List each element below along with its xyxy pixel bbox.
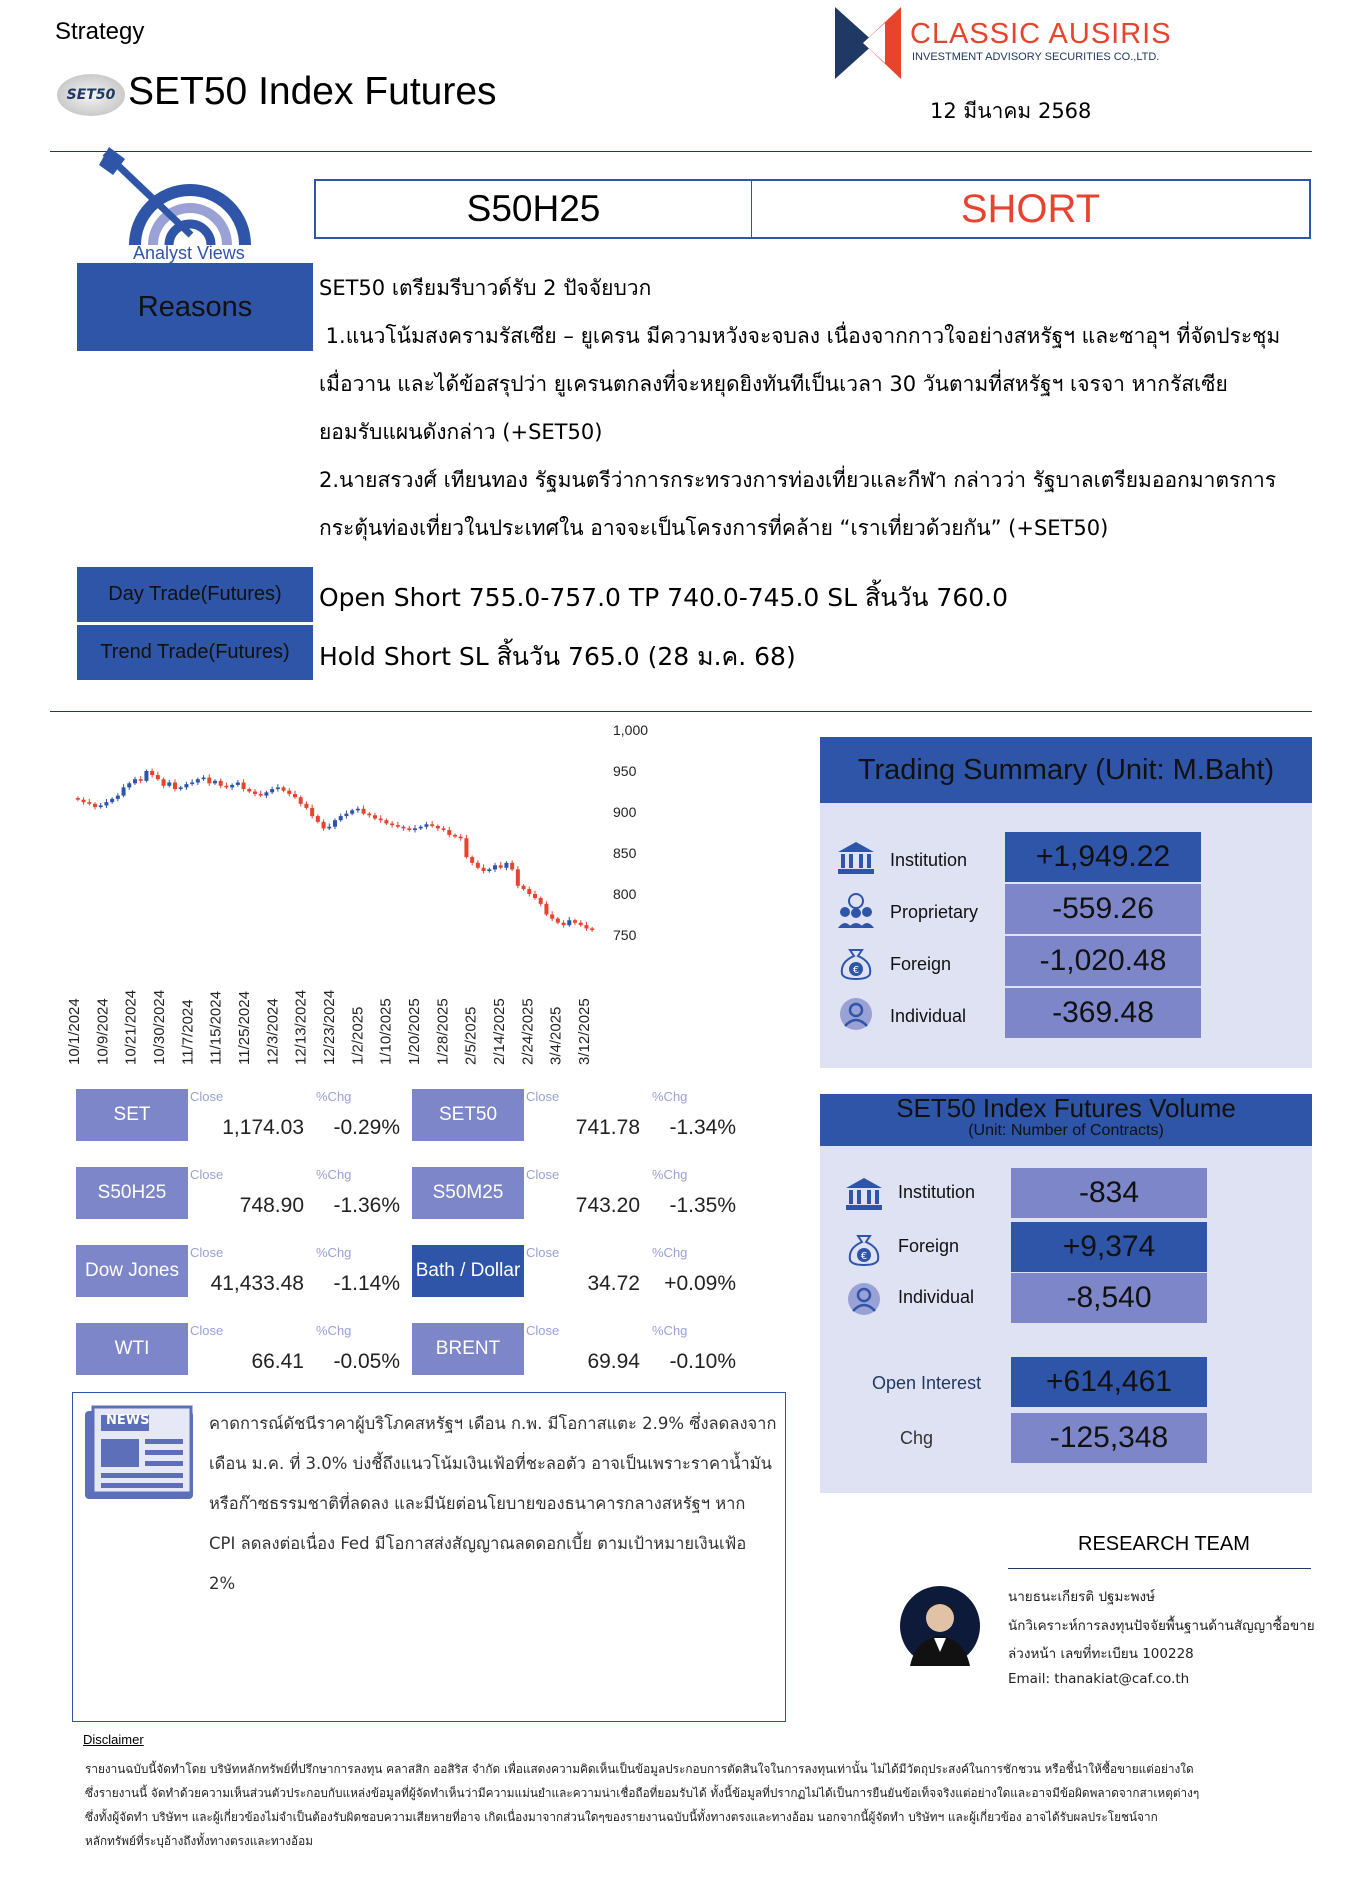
candle [499,862,503,869]
open-interest-label: Open Interest [872,1373,982,1393]
candle [527,887,531,897]
close-value: 741.78 [575,1116,640,1139]
market-name: Bath / Dollar [412,1245,524,1297]
candle [236,780,240,787]
volume-value: +9,374 [1011,1222,1207,1272]
y-tick-label: 950 [613,763,637,779]
market-name: BRENT [412,1323,524,1375]
y-tick-label: 900 [613,804,637,820]
news-line: คาดการณ์ดัชนีราคาผู้บริโภคสหรัฐฯ เดือน ก.พ. มีโอกาสแตะ 2.9% ซึ่งลดลงจาก [209,1414,777,1433]
chg-value: -1.34% [669,1116,736,1139]
candle [190,779,194,786]
candle [556,917,560,924]
x-tick-label: 1/20/2025 [406,998,423,1065]
person-icon [844,1281,884,1317]
candle [333,819,337,830]
candle [459,834,463,841]
candle [224,782,228,789]
close-value: 748.90 [239,1194,304,1217]
person-icon [836,996,876,1032]
candle [219,778,223,788]
oi-chg-value: -125,348 [1011,1413,1207,1463]
candle [196,778,200,785]
candle [110,797,114,804]
x-tick-label: 3/12/2025 [576,998,593,1065]
candle [76,796,80,801]
candle [402,825,406,831]
company-name: CLASSIC AUSIRIS [910,18,1172,50]
market-name: S50H25 [76,1167,188,1219]
reason-line: SET50 เตรียมรีบาวด์รับ 2 ปัจจัยบวก [319,276,652,300]
candle [379,815,383,822]
close-value: 69.94 [587,1350,640,1373]
bank-icon [836,840,876,876]
trading-summary-value: -1,020.48 [1005,936,1201,986]
close-label: Close [190,1089,224,1104]
candle [453,833,457,838]
candle [396,822,400,829]
x-tick-label: 3/4/2025 [547,1006,565,1065]
close-label: Close [526,1245,560,1260]
candle [99,803,103,809]
x-tick-label: 10/30/2024 [151,989,168,1065]
bank-icon [844,1176,884,1212]
market-name: S50M25 [412,1167,524,1219]
close-label: Close [526,1167,560,1182]
candle [310,805,314,819]
market-name: WTI [76,1323,188,1375]
company-logo [835,7,901,79]
candle [476,860,480,869]
candle [139,776,143,783]
chg-value: -1.14% [333,1272,400,1295]
volume-value: -8,540 [1011,1273,1207,1323]
candle [350,809,354,816]
reason-line: 1.แนวโน้มสงครามรัสเซีย – ยูเครน มีความหวังจะจบลง เนื่องจากกาวใจอย่างสหรัฐฯ และซาอุฯ ที่จัดประชุม [319,324,1281,348]
candle [584,922,588,931]
candle [82,797,86,804]
trading-summary-value: -369.48 [1005,988,1201,1038]
trading-summary-label: Individual [890,1006,967,1026]
x-tick-label: 1/2/2025 [349,1006,367,1065]
candle [470,855,474,865]
candle [230,783,234,790]
reason-line: เมื่อวาน และได้ข้อสรุปว่า ยูเครนตกลงที่จะหยุดยิงทันทีเป็นเวลา 30 วันตามที่สหรัฐฯ เจรจา หากรัสเซีย [319,372,1228,396]
market-name: SET [76,1089,188,1141]
candle [242,779,246,791]
news-line: 2% [209,1574,236,1593]
candle [579,920,583,927]
candle [122,784,126,797]
candle [316,814,320,823]
x-tick-label: 12/23/2024 [321,989,338,1065]
candle [299,796,303,807]
research-divider [1008,1568,1311,1569]
analyst-views-label: Analyst Views [133,243,245,263]
analyst-avatar [900,1586,980,1666]
candle [539,896,543,906]
chg-value: -0.10% [669,1350,736,1373]
reason-line: ยอมรับแผนดังกล่าว (+SET50) [319,420,603,444]
x-tick-label: 10/21/2024 [122,989,140,1065]
chg-label: %Chg [316,1089,352,1104]
reason-line: กระตุ้นท่องเที่ยวในประเทศใน อาจจะเป็นโครงการที่คล้าย “เราเที่ยวด้วยกัน” (+SET50) [319,516,1109,540]
candle [373,813,377,820]
company-sub: INVESTMENT ADVISORY SECURITIES CO.,LTD. [912,51,1160,63]
candle [173,779,177,791]
x-tick-label: 1/28/2025 [434,998,452,1065]
candle [516,866,520,888]
candle [430,821,434,828]
candle [413,825,417,832]
x-tick-label: 2/5/2025 [462,1006,480,1065]
candle [562,920,566,927]
candle [304,801,308,809]
x-tick-label: 2/24/2025 [519,998,537,1065]
candle [533,891,537,900]
chg-value: +0.09% [664,1272,736,1295]
open-interest-value: +614,461 [1011,1357,1207,1407]
candle [573,919,577,926]
money-bag-icon [844,1230,884,1266]
candle [482,864,486,873]
set50-logo-text: SET50 [66,87,116,103]
volume-label: Individual [898,1287,975,1307]
close-label: Close [526,1089,560,1104]
candle [93,802,97,809]
page-title: SET50 Index Futures [128,70,497,113]
analyst-email: Email: thanakiat@caf.co.th [1008,1671,1190,1687]
candle [367,812,371,818]
research-team-title: RESEARCH TEAM [1078,1533,1250,1555]
candle [339,814,343,822]
volume-label: Institution [898,1182,976,1202]
candle [522,884,526,891]
x-tick-label: 10/1/2024 [66,998,83,1065]
candle [493,863,497,872]
candle [127,782,131,790]
chg-value: -1.36% [333,1194,400,1217]
candle [104,799,108,808]
candle [87,799,91,806]
candle [282,786,286,793]
set50-logo [57,74,125,116]
disclaimer-text [85,1757,1325,1853]
candle [464,835,468,859]
day-trade-text: Open Short 755.0-757.0 TP 740.0-745.0 SL สิ้นวัน 760.0 [319,583,1009,612]
volume-label: Foreign [898,1236,960,1256]
close-label: Close [190,1245,224,1260]
trading-summary-value: -559.26 [1005,884,1201,934]
candle [419,825,423,830]
close-label: Close [190,1323,224,1338]
candle [487,868,491,873]
close-label: Close [526,1323,560,1338]
day-trade-label: Day Trade(Futures) [77,567,313,622]
news-text [209,1404,779,1604]
chg-label: %Chg [316,1167,352,1182]
candle [544,901,548,916]
candle [202,775,206,781]
candle [504,861,508,870]
position-signal: SHORT [960,186,1101,231]
x-tick-label: 11/15/2024 [207,991,225,1065]
chg-label: %Chg [652,1323,688,1338]
chg-label: %Chg [652,1167,688,1182]
oi-chg-label: Chg [900,1428,934,1448]
candle [259,791,263,798]
analyst-role-2: ล่วงหน้า เลขที่ทะเบียน 100228 [1008,1646,1194,1662]
reason-line: 2.นายสรวงศ์ เทียนทอง รัฐมนตรีว่าการกระทรวงการท่องเที่ยวและกีฬา กล่าวว่า รัฐบาลเตรียมออกมาตรการ [319,468,1277,492]
analyst-name: นายธนะเกียรติ ปฐมะพงษ์ [1008,1589,1156,1605]
y-tick-label: 850 [613,845,637,861]
volume-value: -834 [1011,1168,1207,1218]
trend-trade-text: Hold Short SL สิ้นวัน 765.0 (28 ม.ค. 68) [319,642,796,671]
news-badge: NEWS [106,1413,150,1428]
x-tick-label: 10/9/2024 [94,998,112,1065]
candle [287,788,291,796]
candle [567,917,571,927]
candle [207,774,211,785]
x-tick-label: 11/25/2024 [236,991,253,1065]
disclaimer-line: รายงานฉบับนี้จัดทำโดย บริษัทหลักทรัพย์ที่ปรึกษาการลงทุน คลาสสิก ออสิริส จำกัด เพื่อแสดงความคิดเห็นเป็นข้อมูลประกอบการตัดสินใจในการลงทุนเท่านั้น ไม่ได้มีวัตถุประสงค์ในการชักชวน หรือชี้นำให้ซื้อขายแต่อย่างใด [85,1762,1194,1776]
x-tick-label: 2/14/2025 [491,998,508,1065]
volume-title: SET50 Index Futures Volume [896,1093,1236,1123]
y-tick-label: 800 [613,886,637,902]
close-value: 34.72 [587,1272,640,1295]
news-line: เดือน ม.ค. ที่ 3.0% บ่งชี้ถึงแนวโน้มเงินเฟ้อที่ชะลอตัว อาจเป็นเพราะราคาน้ำมัน [209,1454,772,1473]
candle [356,806,360,813]
chg-value: -0.05% [333,1350,400,1373]
candle [384,819,388,826]
x-tick-label: 12/13/2024 [292,989,310,1065]
x-tick-label: 1/10/2025 [377,998,395,1065]
chg-label: %Chg [652,1245,688,1260]
trading-summary-value: +1,949.22 [1005,832,1201,882]
candle [590,927,594,932]
money-bag-icon [836,944,876,980]
candle [362,805,366,815]
candle [133,777,137,785]
candle [184,782,188,790]
volume-subtitle: (Unit: Number of Contracts) [968,1122,1164,1139]
disclaimer-line: หลักทรัพย์ที่ระบุอ้างถึงทั้งทางตรงและทางอ้อม [85,1834,313,1848]
reasons-text [319,264,1309,552]
candle [253,789,257,796]
candle [270,787,274,794]
candle [179,786,183,791]
candle [162,778,166,789]
close-label: Close [190,1167,224,1182]
trading-summary-label: Proprietary [890,902,979,922]
candle [344,810,348,818]
candle [442,826,446,832]
close-value: 66.41 [251,1350,304,1373]
market-name: Dow Jones [76,1245,188,1297]
svg-text:€: € [852,965,860,976]
chg-value: -0.29% [333,1116,400,1139]
news-line: หรือก๊าซธรรมชาติที่ลดลง และมีนัยต่อนโยบายของธนาคารกลางสหรัฐฯ หาก [209,1494,746,1513]
chg-value: -1.35% [669,1194,736,1217]
y-tick-label: 1,000 [613,722,649,738]
close-value: 1,174.03 [222,1116,304,1139]
news-line: CPI ลดลงต่อเนื่อง Fed มีโอกาสส่งสัญญาณลดดอกเบี้ย ตามเป้าหมายเงินเฟ้อ [209,1534,747,1553]
candle [156,772,160,781]
reasons-label: Reasons [77,263,313,351]
chg-label: %Chg [316,1323,352,1338]
disclaimer-line: ซึ่งทั้งผู้จัดทำ บริษัทฯ และผู้เกี่ยวข้องไม่จำเป็นต้องรับผิดชอบความเสียหายที่อาจ เกิดเนื่องมาจากส่วนใดๆของรายงานฉบับนี้ทั้งทางตรงและทางอ้อม นอกจากนี้ผู้จัดทำ บริษัทฯ และผู้เกี่ยวข้อง อาจได้รับผลประโยชน์จาก [85,1810,1158,1824]
candle [293,791,297,799]
section-divider [50,711,1312,712]
x-tick-label: 11/7/2024 [179,999,197,1065]
chg-label: %Chg [316,1245,352,1260]
svg-text:€: € [860,1251,868,1262]
contract-code: S50H25 [316,181,752,237]
candle [116,793,120,801]
candle [213,779,217,785]
trading-summary-label: Foreign [890,954,952,974]
candle [264,791,268,798]
signal-box [314,179,1311,239]
trading-summary-label: Institution [890,850,968,870]
candle [447,827,451,838]
trading-summary-title: Trading Summary (Unit: M.Baht) [820,737,1312,803]
candle [510,860,514,871]
candle [407,826,411,832]
candle [150,769,154,778]
candle [390,821,394,828]
report-date: 12 มีนาคม 2568 [930,99,1092,123]
volume-header [820,1094,1312,1146]
disclaimer-title: Disclaimer [83,1732,144,1747]
candle [167,780,171,787]
candlestick-chart [66,720,795,1080]
x-tick-label: 12/3/2024 [264,998,282,1065]
close-value: 41,433.48 [210,1272,304,1295]
chg-label: %Chg [652,1089,688,1104]
disclaimer-line: ซึ่งรายงานนี้ จัดทำด้วยความเห็นส่วนตัวประกอบกับแหล่งข้อมูลที่ผู้จัดทำเห็นว่ามีความแม่นยำและความน่าเชื่อถือที่ยอมรับได้ ทั้งนี้ข้อมูลที่ปรากฏไม่ได้เป็นการยืนยันข้อเท็จจริงแต่อย่างใดและอาจมีข้อผิดพลาดจากสาเหตุต่างๆ [85,1786,1200,1800]
market-name: SET50 [412,1089,524,1141]
candle [436,824,440,831]
candle [424,822,428,829]
y-tick-label: 750 [613,927,637,943]
candle [322,819,326,830]
candle [276,784,280,791]
candle [247,787,251,793]
strategy-label: Strategy [55,18,145,45]
close-value: 743.20 [575,1194,640,1217]
trend-trade-label: Trend Trade(Futures) [77,625,313,680]
analyst-role-1: นักวิเคราะห์การลงทุนปัจจัยพื้นฐานด้านสัญญาซื้อขาย [1008,1618,1315,1634]
price-chart [66,720,795,1080]
candle [327,823,331,830]
team-icon [836,892,876,928]
candle [144,769,148,782]
candle [550,911,554,921]
